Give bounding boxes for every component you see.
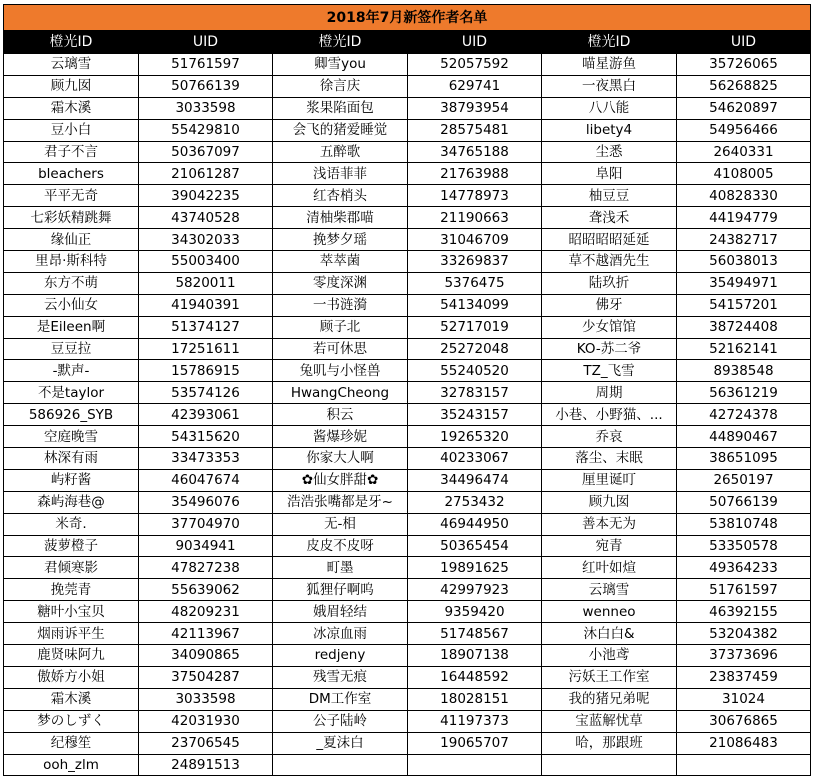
author-id-cell: 皮皮不皮呀 bbox=[273, 535, 408, 557]
uid-cell: 33473353 bbox=[139, 448, 273, 470]
author-id-cell: 兔叽与小怪兽 bbox=[273, 360, 408, 382]
author-id-cell: 平平无奇 bbox=[4, 185, 139, 207]
author-id-cell: 佛牙 bbox=[542, 294, 677, 316]
author-id-cell: 挽梦夕瑶 bbox=[273, 229, 408, 251]
table-row bbox=[4, 513, 811, 535]
uid-cell: 41197373 bbox=[408, 710, 542, 732]
author-id-cell: TZ_飞雪 bbox=[542, 360, 677, 382]
uid-cell: 35496076 bbox=[139, 491, 273, 513]
uid-cell: 8938548 bbox=[677, 360, 811, 382]
uid-cell: 54620897 bbox=[677, 97, 811, 119]
uid-cell: 50766139 bbox=[677, 491, 811, 513]
uid-cell: 18028151 bbox=[408, 688, 542, 710]
uid-cell: 42393061 bbox=[139, 404, 273, 426]
author-id-cell: libety4 bbox=[542, 119, 677, 141]
author-id-cell: 屿籽酱 bbox=[4, 469, 139, 491]
author-id-cell: 沐白白& bbox=[542, 623, 677, 645]
uid-cell: 4108005 bbox=[677, 163, 811, 185]
author-id-cell: 梦のしずく bbox=[4, 710, 139, 732]
author-id-cell: 零度深渊 bbox=[273, 272, 408, 294]
table-row bbox=[4, 710, 811, 732]
author-id-cell: wenneo bbox=[542, 601, 677, 623]
uid-cell: 42031930 bbox=[139, 710, 273, 732]
uid-cell: 55003400 bbox=[139, 251, 273, 273]
uid-cell: 5820011 bbox=[139, 272, 273, 294]
uid-cell: 56038013 bbox=[677, 251, 811, 273]
uid-cell: 53574126 bbox=[139, 382, 273, 404]
author-list-table bbox=[3, 4, 811, 776]
author-id-cell: 八八能 bbox=[542, 97, 677, 119]
author-id-cell: 里昂·斯科特 bbox=[4, 251, 139, 273]
author-id-cell: 会飞的猪爱睡觉 bbox=[273, 119, 408, 141]
table-row bbox=[4, 426, 811, 448]
author-id-cell: 陆玖折 bbox=[542, 272, 677, 294]
author-id-cell: 浩浩张嘴都是牙~ bbox=[273, 491, 408, 513]
uid-cell: 40828330 bbox=[677, 185, 811, 207]
author-id-cell: 少女馆馆 bbox=[542, 316, 677, 338]
uid-cell: 25272048 bbox=[408, 338, 542, 360]
uid-cell: 43740528 bbox=[139, 207, 273, 229]
author-id-cell: 东方不萌 bbox=[4, 272, 139, 294]
author-id-cell: 草不越酒先生 bbox=[542, 251, 677, 273]
col-header-uid: UID bbox=[139, 31, 273, 54]
uid-cell: 50367097 bbox=[139, 141, 273, 163]
uid-cell: 33269837 bbox=[408, 251, 542, 273]
uid-cell: 19065707 bbox=[408, 732, 542, 754]
author-id-cell: 云璃雪 bbox=[4, 54, 139, 76]
author-id-cell: 鹿贤味阿九 bbox=[4, 645, 139, 667]
table-row bbox=[4, 404, 811, 426]
author-id-cell: 霜木溪 bbox=[4, 688, 139, 710]
uid-cell: 31046709 bbox=[408, 229, 542, 251]
author-id-cell: 卿雪you bbox=[273, 54, 408, 76]
author-id-cell: _夏沫白 bbox=[273, 732, 408, 754]
author-id-cell: 七彩妖精跳舞 bbox=[4, 207, 139, 229]
table-row bbox=[4, 163, 811, 185]
uid-cell: 44890467 bbox=[677, 426, 811, 448]
sheet-title: 2018年7月新签作者名单 bbox=[4, 5, 811, 31]
uid-cell: 24891513 bbox=[139, 754, 273, 776]
uid-cell: 24382717 bbox=[677, 229, 811, 251]
table-row bbox=[4, 316, 811, 338]
table-row bbox=[4, 272, 811, 294]
uid-cell: 51761597 bbox=[677, 579, 811, 601]
table-row bbox=[4, 535, 811, 557]
author-id-cell: 酱爆珍妮 bbox=[273, 426, 408, 448]
author-id-cell: 君倾寒影 bbox=[4, 557, 139, 579]
uid-cell: 14778973 bbox=[408, 185, 542, 207]
author-id-cell: 糖叶小宝贝 bbox=[4, 601, 139, 623]
uid-cell: 40233067 bbox=[408, 448, 542, 470]
uid-cell: 34302033 bbox=[139, 229, 273, 251]
author-id-cell: 豆小白 bbox=[4, 119, 139, 141]
uid-cell: 3033598 bbox=[139, 97, 273, 119]
uid-cell: 51748567 bbox=[408, 623, 542, 645]
author-id-cell: redjeny bbox=[273, 645, 408, 667]
uid-cell: 21086483 bbox=[677, 732, 811, 754]
author-id-cell: 落尘、末眠 bbox=[542, 448, 677, 470]
uid-cell: 54315620 bbox=[139, 426, 273, 448]
table-row bbox=[4, 207, 811, 229]
uid-cell: 9034941 bbox=[139, 535, 273, 557]
table-row bbox=[4, 382, 811, 404]
table-row bbox=[4, 75, 811, 97]
author-id-cell: 冰凉血雨 bbox=[273, 623, 408, 645]
author-id-cell: 顾子北 bbox=[273, 316, 408, 338]
uid-cell bbox=[408, 754, 542, 776]
uid-cell: 28575481 bbox=[408, 119, 542, 141]
author-id-cell: 阜阳 bbox=[542, 163, 677, 185]
uid-cell: 42724378 bbox=[677, 404, 811, 426]
author-id-cell: -默声- bbox=[4, 360, 139, 382]
author-id-cell: 清柚柴郡喵 bbox=[273, 207, 408, 229]
uid-cell: 53350578 bbox=[677, 535, 811, 557]
uid-cell: 46392155 bbox=[677, 601, 811, 623]
author-id-cell: 顾九囡 bbox=[542, 491, 677, 513]
uid-cell: 42997923 bbox=[408, 579, 542, 601]
uid-cell: 19265320 bbox=[408, 426, 542, 448]
author-id-cell: 五醉歌 bbox=[273, 141, 408, 163]
uid-cell: 37504287 bbox=[139, 666, 273, 688]
table-row bbox=[4, 688, 811, 710]
table-row bbox=[4, 601, 811, 623]
author-id-cell: 尘悉 bbox=[542, 141, 677, 163]
uid-cell: 55639062 bbox=[139, 579, 273, 601]
author-id-cell: 娥眉轻结 bbox=[273, 601, 408, 623]
author-id-cell: 无-相 bbox=[273, 513, 408, 535]
uid-cell: 50365454 bbox=[408, 535, 542, 557]
table-row bbox=[4, 229, 811, 251]
uid-cell: 2753432 bbox=[408, 491, 542, 513]
author-id-cell: 污妖王工作室 bbox=[542, 666, 677, 688]
author-id-cell: 菠萝橙子 bbox=[4, 535, 139, 557]
uid-cell: 9359420 bbox=[408, 601, 542, 623]
author-id-cell: 町墨 bbox=[273, 557, 408, 579]
uid-cell: 629741 bbox=[408, 75, 542, 97]
author-id-cell: 你家大人啊 bbox=[273, 448, 408, 470]
uid-cell: 55240520 bbox=[408, 360, 542, 382]
col-header-chengguang-id: 橙光ID bbox=[542, 31, 677, 54]
uid-cell: 31024 bbox=[677, 688, 811, 710]
table-row bbox=[4, 360, 811, 382]
table-row bbox=[4, 623, 811, 645]
author-id-cell: 小巷、小野猫、... bbox=[542, 404, 677, 426]
author-id-cell: 烟雨诉平生 bbox=[4, 623, 139, 645]
table-row bbox=[4, 185, 811, 207]
uid-cell: 2640331 bbox=[677, 141, 811, 163]
author-id-cell: 柚豆豆 bbox=[542, 185, 677, 207]
author-id-cell: 红叶如煊 bbox=[542, 557, 677, 579]
table-row bbox=[4, 119, 811, 141]
author-id-cell: 小池鸢 bbox=[542, 645, 677, 667]
author-id-cell: 豆豆拉 bbox=[4, 338, 139, 360]
author-id-cell: 宛青 bbox=[542, 535, 677, 557]
author-id-cell: 一夜黑白 bbox=[542, 75, 677, 97]
author-id-cell: 林深有雨 bbox=[4, 448, 139, 470]
uid-cell: 35243157 bbox=[408, 404, 542, 426]
table-row bbox=[4, 469, 811, 491]
uid-cell: 50766139 bbox=[139, 75, 273, 97]
author-id-cell: 浅语菲菲 bbox=[273, 163, 408, 185]
author-id-cell: 一书涟漪 bbox=[273, 294, 408, 316]
author-id-cell: 霜木溪 bbox=[4, 97, 139, 119]
table-row bbox=[4, 579, 811, 601]
author-id-cell: HwangCheong bbox=[273, 382, 408, 404]
author-id-cell: 昭昭昭昭延延 bbox=[542, 229, 677, 251]
author-id-cell: 586926_SYB bbox=[4, 404, 139, 426]
author-id-cell: 宝蓝解忧草 bbox=[542, 710, 677, 732]
author-id-cell: ooh_zlm bbox=[4, 754, 139, 776]
author-id-cell: 聋浅禾 bbox=[542, 207, 677, 229]
author-id-cell: 我的猪兄弟呢 bbox=[542, 688, 677, 710]
uid-cell: 38651095 bbox=[677, 448, 811, 470]
author-id-cell: 徐言庆 bbox=[273, 75, 408, 97]
author-id-cell: 周期 bbox=[542, 382, 677, 404]
uid-cell: 3033598 bbox=[139, 688, 273, 710]
uid-cell bbox=[677, 754, 811, 776]
author-id-cell: KO-苏二爷 bbox=[542, 338, 677, 360]
uid-cell: 54157201 bbox=[677, 294, 811, 316]
uid-cell: 38793954 bbox=[408, 97, 542, 119]
author-id-cell: DM工作室 bbox=[273, 688, 408, 710]
table-row bbox=[4, 754, 811, 776]
table-row bbox=[4, 645, 811, 667]
author-id-cell: 红杏梢头 bbox=[273, 185, 408, 207]
uid-cell: 41940391 bbox=[139, 294, 273, 316]
title-row bbox=[4, 5, 811, 31]
uid-cell: 34765188 bbox=[408, 141, 542, 163]
uid-cell: 51374127 bbox=[139, 316, 273, 338]
author-id-cell: 君子不言 bbox=[4, 141, 139, 163]
table-row bbox=[4, 491, 811, 513]
uid-cell: 21061287 bbox=[139, 163, 273, 185]
uid-cell: 53810748 bbox=[677, 513, 811, 535]
table-row bbox=[4, 666, 811, 688]
author-id-cell: 不是taylor bbox=[4, 382, 139, 404]
author-id-cell: 挽莞青 bbox=[4, 579, 139, 601]
uid-cell: 38724408 bbox=[677, 316, 811, 338]
uid-cell: 37373696 bbox=[677, 645, 811, 667]
uid-cell: 35494971 bbox=[677, 272, 811, 294]
author-id-cell: 云小仙女 bbox=[4, 294, 139, 316]
author-id-cell: 若可休思 bbox=[273, 338, 408, 360]
header-row bbox=[4, 31, 811, 54]
author-id-cell: 米奇. bbox=[4, 513, 139, 535]
author-id-cell: 森屿海巷@ bbox=[4, 491, 139, 513]
uid-cell: 48209231 bbox=[139, 601, 273, 623]
uid-cell: 34496474 bbox=[408, 469, 542, 491]
author-id-cell: 顾九囡 bbox=[4, 75, 139, 97]
uid-cell: 37704970 bbox=[139, 513, 273, 535]
table-row bbox=[4, 557, 811, 579]
table-row bbox=[4, 251, 811, 273]
uid-cell: 21763988 bbox=[408, 163, 542, 185]
uid-cell: 52057592 bbox=[408, 54, 542, 76]
uid-cell: 47827238 bbox=[139, 557, 273, 579]
uid-cell: 51761597 bbox=[139, 54, 273, 76]
author-id-cell: 哈，那跟班 bbox=[542, 732, 677, 754]
author-id-cell: 乔哀 bbox=[542, 426, 677, 448]
author-id-cell bbox=[273, 754, 408, 776]
table-row bbox=[4, 448, 811, 470]
author-id-cell: 浆果陷面包 bbox=[273, 97, 408, 119]
uid-cell: 23706545 bbox=[139, 732, 273, 754]
author-id-cell: ✿仙女胖甜✿ bbox=[273, 469, 408, 491]
table-row bbox=[4, 732, 811, 754]
author-id-cell: 空庭晚雪 bbox=[4, 426, 139, 448]
uid-cell: 5376475 bbox=[408, 272, 542, 294]
table-row bbox=[4, 97, 811, 119]
uid-cell: 56361219 bbox=[677, 382, 811, 404]
author-id-cell: 傲娇方小姐 bbox=[4, 666, 139, 688]
uid-cell: 21190663 bbox=[408, 207, 542, 229]
author-id-cell: 纪穆笙 bbox=[4, 732, 139, 754]
uid-cell: 23837459 bbox=[677, 666, 811, 688]
uid-cell: 30676865 bbox=[677, 710, 811, 732]
col-header-chengguang-id: 橙光ID bbox=[273, 31, 408, 54]
author-id-cell bbox=[542, 754, 677, 776]
uid-cell: 15786915 bbox=[139, 360, 273, 382]
col-header-uid: UID bbox=[408, 31, 542, 54]
table-row bbox=[4, 294, 811, 316]
uid-cell: 52162141 bbox=[677, 338, 811, 360]
uid-cell: 56268825 bbox=[677, 75, 811, 97]
author-id-cell: 残雪无痕 bbox=[273, 666, 408, 688]
uid-cell: 35726065 bbox=[677, 54, 811, 76]
author-id-cell: 是Eileen啊 bbox=[4, 316, 139, 338]
uid-cell: 46944950 bbox=[408, 513, 542, 535]
author-id-cell: 缘仙正 bbox=[4, 229, 139, 251]
uid-cell: 55429810 bbox=[139, 119, 273, 141]
author-id-cell: bleachers bbox=[4, 163, 139, 185]
uid-cell: 17251611 bbox=[139, 338, 273, 360]
author-id-cell: 厘里诞叮 bbox=[542, 469, 677, 491]
table-row bbox=[4, 141, 811, 163]
author-id-cell: 狐狸仔啊呜 bbox=[273, 579, 408, 601]
col-header-chengguang-id: 橙光ID bbox=[4, 31, 139, 54]
author-id-cell: 萃萃菌 bbox=[273, 251, 408, 273]
author-id-cell: 云璃雪 bbox=[542, 579, 677, 601]
uid-cell: 39042235 bbox=[139, 185, 273, 207]
uid-cell: 44194779 bbox=[677, 207, 811, 229]
uid-cell: 54956466 bbox=[677, 119, 811, 141]
author-id-cell: 公子陆岭 bbox=[273, 710, 408, 732]
uid-cell: 52717019 bbox=[408, 316, 542, 338]
uid-cell: 54134099 bbox=[408, 294, 542, 316]
uid-cell: 2650197 bbox=[677, 469, 811, 491]
table-row bbox=[4, 338, 811, 360]
uid-cell: 34090865 bbox=[139, 645, 273, 667]
table-row bbox=[4, 54, 811, 76]
author-id-cell: 喵星游鱼 bbox=[542, 54, 677, 76]
author-id-cell: 善本无为 bbox=[542, 513, 677, 535]
author-id-cell: 积云 bbox=[273, 404, 408, 426]
uid-cell: 42113967 bbox=[139, 623, 273, 645]
uid-cell: 46047674 bbox=[139, 469, 273, 491]
uid-cell: 16448592 bbox=[408, 666, 542, 688]
uid-cell: 32783157 bbox=[408, 382, 542, 404]
uid-cell: 18907138 bbox=[408, 645, 542, 667]
uid-cell: 49364233 bbox=[677, 557, 811, 579]
uid-cell: 19891625 bbox=[408, 557, 542, 579]
uid-cell: 53204382 bbox=[677, 623, 811, 645]
col-header-uid: UID bbox=[677, 31, 811, 54]
